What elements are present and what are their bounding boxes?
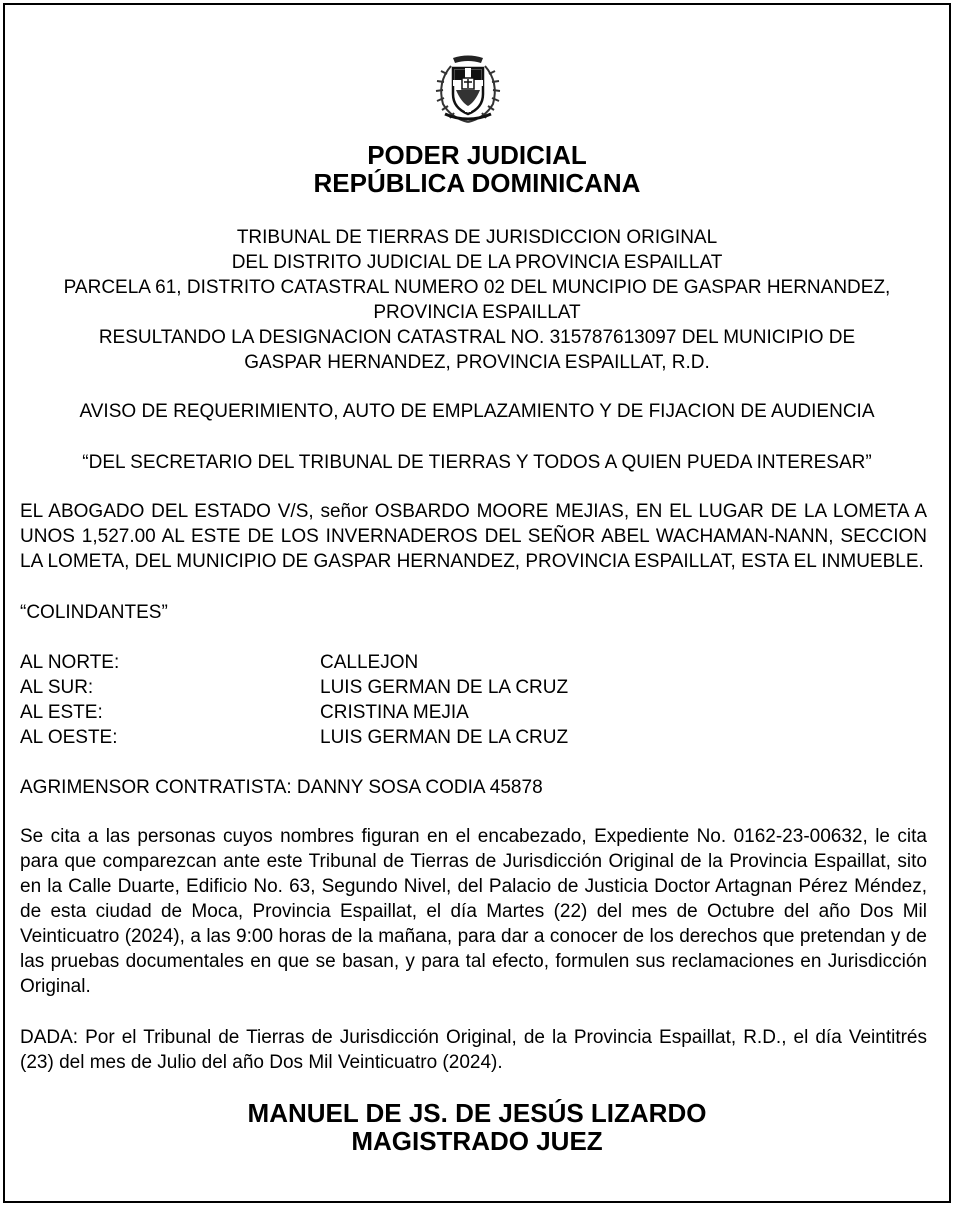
court-line: GASPAR HERNANDEZ, PROVINCIA ESPAILLAT, R.D. <box>244 352 710 373</box>
boundaries-list <box>20 650 568 750</box>
court-line: RESULTANDO LA DESIGNACION CATASTRAL NO. 315787613097 DEL MUNICIPIO DE <box>98 327 856 348</box>
summons-text: Se cita a las personas cuyos nombres figuran en el encabezado, Expediente No. 0162-23-00632, le cita para que comparezcan ante este Tribunal de Tierras de Jurisdicción Original de la Provincia Espaillat, sito en la Calle Duarte, Edificio No. 63, Segundo Nivel, del Palacio de Justicia Doctor Artagnan Pérez Méndez, de esta ciudad de Moca, Provincia Espaillat, el día Martes (22) del mes de Octubre del año Dos Mil Veinticuatro (2024), a las 9:00 horas de la mañana, para dar a conocer de los derechos que pretendan y de las pruebas documentales en que se basan, y para tal efecto, formulen sus reclamaciones en Jurisdicción Original. <box>20 826 927 997</box>
court-line: PROVINCIA ESPAILLAT <box>373 302 581 323</box>
boundary-row <box>20 700 568 725</box>
judge-name: MANUEL DE JS. DE JESÚS LIZARDO <box>247 1098 707 1128</box>
boundary-row <box>20 650 568 675</box>
boundary-row <box>20 675 568 700</box>
boundary-neighbor: LUIS GERMAN DE LA CRUZ <box>320 727 569 748</box>
surveyor-line: AGRIMENSOR CONTRATISTA: DANNY SOSA CODIA 45878 <box>20 777 543 798</box>
given-paragraph <box>20 1025 927 1075</box>
institution-title: PODER JUDICIAL <box>367 140 587 170</box>
boundary-direction: AL OESTE: <box>20 727 118 748</box>
judge-position: MAGISTRADO JUEZ <box>351 1126 603 1156</box>
court-line: TRIBUNAL DE TIERRAS DE JURISDICCION ORIGINAL <box>236 227 718 248</box>
court-line: DEL DISTRITO JUDICIAL DE LA PROVINCIA ESPAILLAT <box>231 252 723 273</box>
notice-subject: AVISO DE REQUERIMIENTO, AUTO DE EMPLAZAMIENTO Y DE FIJACION DE AUDIENCIA <box>79 401 875 422</box>
boundary-neighbor: CRISTINA MEJIA <box>320 702 469 723</box>
boundary-direction: AL SUR: <box>20 677 94 698</box>
country-title: REPÚBLICA DOMINICANA <box>313 168 641 198</box>
given-text: DADA: Por el Tribunal de Tierras de Jurisdicción Original, de la Provincia Espaillat, R.D., el día Veintitrés (23) del mes de Julio del año Dos Mil Veinticuatro (2024). <box>20 1027 927 1073</box>
boundary-row <box>20 725 568 750</box>
summons-paragraph <box>20 824 927 999</box>
property-description <box>20 499 927 574</box>
court-header <box>20 225 934 375</box>
boundary-neighbor: LUIS GERMAN DE LA CRUZ <box>320 677 569 698</box>
notice-addressee: “DEL SECRETARIO DEL TRIBUNAL DE TIERRAS Y TODOS A QUIEN PUEDA INTERESAR” <box>82 452 872 473</box>
coat-of-arms-icon <box>431 52 505 126</box>
description-text: EL ABOGADO DEL ESTADO V/S, señor OSBARDO MOORE MEJIAS, EN EL LUGAR DE LA LOMETA A UNOS 1,527.00 AL ESTE DE LOS INVERNADEROS DEL SEÑOR ABEL WACHAMAN-NANN, SECCION LA LOMETA, DEL MUNICIPIO DE GASPAR HERNANDEZ, PROVINCIA ESPAILLAT, ESTA EL INMUEBLE. <box>20 501 927 572</box>
boundaries-heading: “COLINDANTES” <box>20 602 168 623</box>
boundary-direction: AL ESTE: <box>20 702 103 723</box>
boundary-direction: AL NORTE: <box>20 652 120 673</box>
court-line: PARCELA 61, DISTRITO CATASTRAL NUMERO 02 DEL MUNCIPIO DE GASPAR HERNANDEZ, <box>63 277 891 298</box>
boundary-neighbor: CALLEJON <box>320 652 419 673</box>
